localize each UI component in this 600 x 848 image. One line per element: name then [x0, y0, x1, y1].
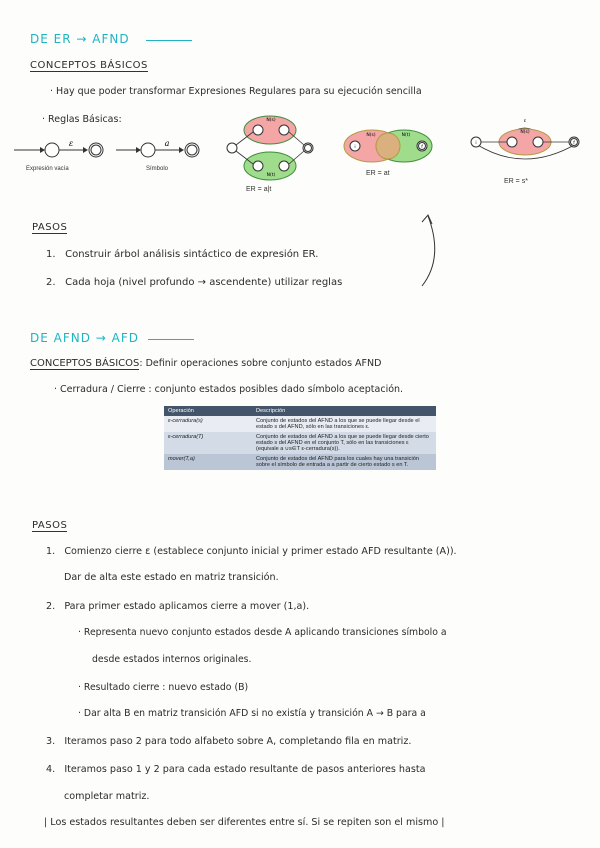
- star-inner-label: N(s): [520, 130, 530, 135]
- section1-bullet-1: · Hay que poder transformar Expresiones Regulares para su ejecución sencilla: [50, 86, 422, 97]
- section1-title-line: [146, 40, 192, 41]
- union-bottom-label: N(t): [266, 173, 276, 178]
- table-cell-desc: Conjunto de estados del AFND para los cuales hay una transición sobre el símbolo de entrada a a partir de cierto estado s en T.: [252, 454, 436, 470]
- table-cell-op: ε-cerradura(T): [164, 432, 252, 454]
- table-row: [164, 416, 436, 432]
- table-row: [164, 432, 436, 454]
- section2-note: | Los estados resultantes deben ser diferentes entre sí. Si se repiten son el mismo |: [44, 817, 445, 828]
- table-header-operation: Operación: [164, 406, 252, 416]
- figure-concatenation: [338, 124, 442, 168]
- bullet-dot: ·: [78, 627, 84, 638]
- concat-start: i: [354, 145, 356, 150]
- section2-paso-4-cont: completar matriz.: [64, 791, 150, 802]
- section2-title-line: [148, 339, 194, 340]
- section2-conceptos-rest: : Definir operaciones sobre conjunto estados AFND: [139, 358, 382, 369]
- section2-conceptos-heading: CONCEPTOS BÁSICOS: [30, 358, 140, 369]
- star-eps: ε: [523, 119, 527, 124]
- bullet-dot: ·: [54, 384, 61, 395]
- table-cell-op: mover(T,a): [164, 454, 252, 470]
- bullet-dot: ·: [78, 682, 84, 693]
- concat-caption: ER = at: [366, 170, 390, 177]
- section2-paso-1: 1. Comienzo cierre ε (establece conjunto inicial y primer estado AFD resultante (A)).: [46, 546, 457, 557]
- section2-subpaso-1-cont: desde estados internos originales.: [92, 654, 252, 665]
- concat-right-label: N(t): [401, 133, 411, 138]
- empty-expression-caption: Expresión vacía: [26, 166, 69, 172]
- start-state: [45, 143, 59, 157]
- table-row: [164, 454, 436, 470]
- section1-title: DE ER → AFND: [30, 32, 130, 46]
- section1-conceptos-heading: CONCEPTOS BÁSICOS: [30, 60, 148, 71]
- section2-bullet-1: · Cerradura / Cierre : conjunto estados posibles dado símbolo aceptación.: [54, 384, 404, 395]
- union-top-label: N(s): [266, 118, 276, 123]
- concat-left-label: N(s): [366, 133, 376, 138]
- section1-paso-1: 1. Construir árbol análisis sintáctico de expresión ER.: [46, 249, 319, 260]
- curved-arrow-icon: [400, 210, 450, 290]
- section2-title: DE AFND → AFD: [30, 331, 139, 345]
- figure-kleene-star: [462, 112, 592, 178]
- table-cell-desc: Conjunto de estados del AFND a los que se puede llegar desde cierto estado s del AFND en el conjunto T, sólo en las transiciones ε (equivale a ∪s∈T ε-cerradura(s)).: [252, 432, 436, 454]
- star-start: i: [475, 141, 477, 146]
- symbol-label: a: [164, 139, 170, 148]
- section1-bullet-2: · Reglas Básicas:: [42, 114, 122, 125]
- note-bar: |: [438, 817, 445, 828]
- section2-subpaso-2: · Resultado cierre : nuevo estado (B): [78, 682, 249, 693]
- epsilon-label: ε: [68, 139, 74, 148]
- figure-empty-expression: [14, 130, 104, 180]
- star-end: f: [573, 141, 575, 146]
- section2-paso-4: 4. Iteramos paso 1 y 2 para cada estado resultante de pasos anteriores hasta: [46, 764, 426, 775]
- star-caption: ER = s*: [504, 178, 528, 185]
- section2-subpaso-1: · Representa nuevo conjunto estados desde A aplicando transiciones símbolo a: [78, 627, 447, 638]
- figure-symbol: [116, 130, 206, 180]
- figure-union: [222, 110, 320, 186]
- note-bar: |: [44, 817, 51, 828]
- union-caption: ER = a|t: [246, 186, 272, 193]
- bullet-dot: ·: [50, 86, 57, 97]
- section2-subpaso-3: · Dar alta B en matriz transición AFD si no existía y transición A → B para a: [78, 708, 426, 719]
- concat-end: f: [421, 145, 423, 150]
- symbol-caption: Símbolo: [146, 166, 169, 172]
- section2-paso-1-cont: Dar de alta este estado en matriz transición.: [64, 572, 279, 583]
- table-cell-desc: Conjunto de estados del AFND a los que se puede llegar desde el estado s del AFND, sólo en las transiciones ε.: [252, 416, 436, 432]
- section2-paso-2: 2. Para primer estado aplicamos cierre a mover (1,a).: [46, 601, 310, 612]
- table-cell-op: ε-cerradura(s): [164, 416, 252, 432]
- bullet-dot: ·: [78, 708, 84, 719]
- section1-pasos-heading: PASOS: [32, 222, 68, 233]
- operations-table: [164, 406, 436, 470]
- table-header-description: Descripción: [252, 406, 436, 416]
- section1-paso-2: 2. Cada hoja (nivel profundo → ascendente) utilizar reglas: [46, 277, 343, 288]
- section2-conceptos: [30, 358, 381, 369]
- bullet-dot: ·: [42, 114, 49, 125]
- section2-paso-3: 3. Iteramos paso 2 para todo alfabeto sobre A, completando fila en matriz.: [46, 736, 412, 747]
- section2-pasos-heading: PASOS: [32, 520, 68, 531]
